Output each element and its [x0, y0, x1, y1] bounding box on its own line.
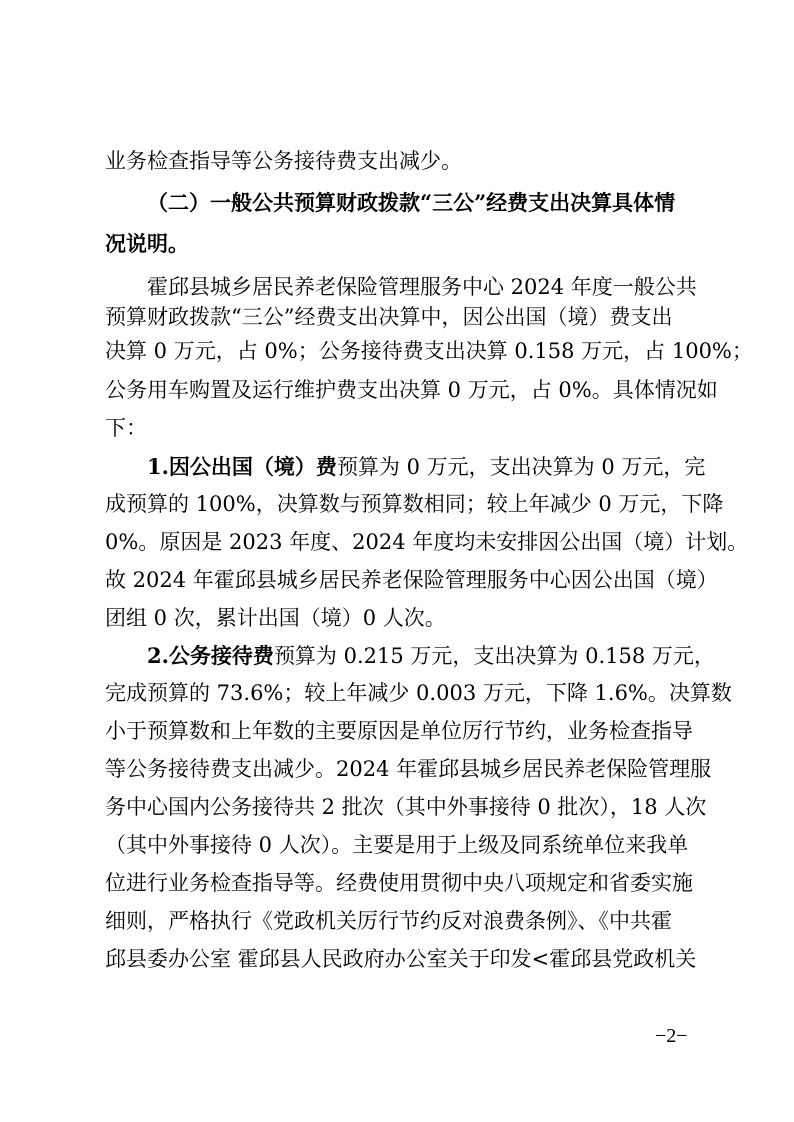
text-line: 务中心国内公务接待共 2 批次（其中外事接待 0 批次），18 人次 [105, 795, 707, 819]
text-line: 霍邱县城乡居民养老保险管理服务中心 2024 年度一般公共 [147, 275, 697, 299]
text-line: 小于预算数和上年数的主要原因是单位厉行节约，业务检查指导 [105, 719, 693, 743]
paragraph-2 [147, 645, 715, 667]
item-heading: 1.因公出国（境）费 [147, 454, 337, 479]
text-line: 邱县委办公室 霍邱县人民政府办公室关于印发<霍邱县党政机关 [105, 947, 697, 971]
text-line: 预算为 0 万元，支出决算为 0 万元，完 [336, 455, 706, 479]
text-line: 成预算的 100%，决算数与预算数相同；较上年减少 0 万元，下降 [105, 492, 724, 516]
text-line: 0%。原因是 2023 年度、2024 年度均未安排因公出国（境）计划。 [105, 530, 749, 554]
section-heading-cont: 况说明。 [105, 231, 189, 256]
text-line: 等公务接待费支出减少。2024 年霍邱县城乡居民养老保险管理服 [105, 757, 712, 781]
text-line: 预算财政拨款“三公”经费支出决算中，因公出国（境）费支出 [105, 305, 673, 329]
text-line: 细则，严格执行《党政机关厉行节约反对浪费条例》、《中共霍 [105, 909, 672, 933]
page-number: −2− [655, 1025, 688, 1047]
text-line: 下： [105, 416, 147, 440]
text-line: 团组 0 次，累计出国（境）0 人次。 [105, 606, 446, 630]
section-heading: （二）一般公共预算财政拨款“三公”经费支出决算具体情 [147, 190, 676, 215]
text-line: 故 2024 年霍邱县城乡居民养老保险管理服务中心因公出国（境） [105, 568, 718, 592]
text-line: （其中外事接待 0 人次）。主要是用于上级及同系统单位来我单 [105, 833, 689, 857]
text-line: 完成预算的 73.6%；较上年减少 0.003 万元，下降 1.6%。决算数 [105, 681, 732, 705]
text-line: 业务检查指导等公务接待费支出减少。 [105, 149, 462, 173]
text-line: 位进行业务检查指导等。经费使用贯彻中央八项规定和省委实施 [105, 871, 693, 895]
text-line: 预算为 0.215 万元，支出决算为 0.158 万元， [273, 644, 715, 668]
paragraph-1 [147, 456, 705, 478]
text-line: 公务用车购置及运行维护费支出决算 0 万元，占 0%。具体情况如 [105, 378, 718, 402]
item-heading: 2.公务接待费 [147, 643, 274, 668]
text-line: 决算 0 万元，占 0%；公务接待费支出决算 0.158 万元，占 100%； [105, 339, 753, 363]
